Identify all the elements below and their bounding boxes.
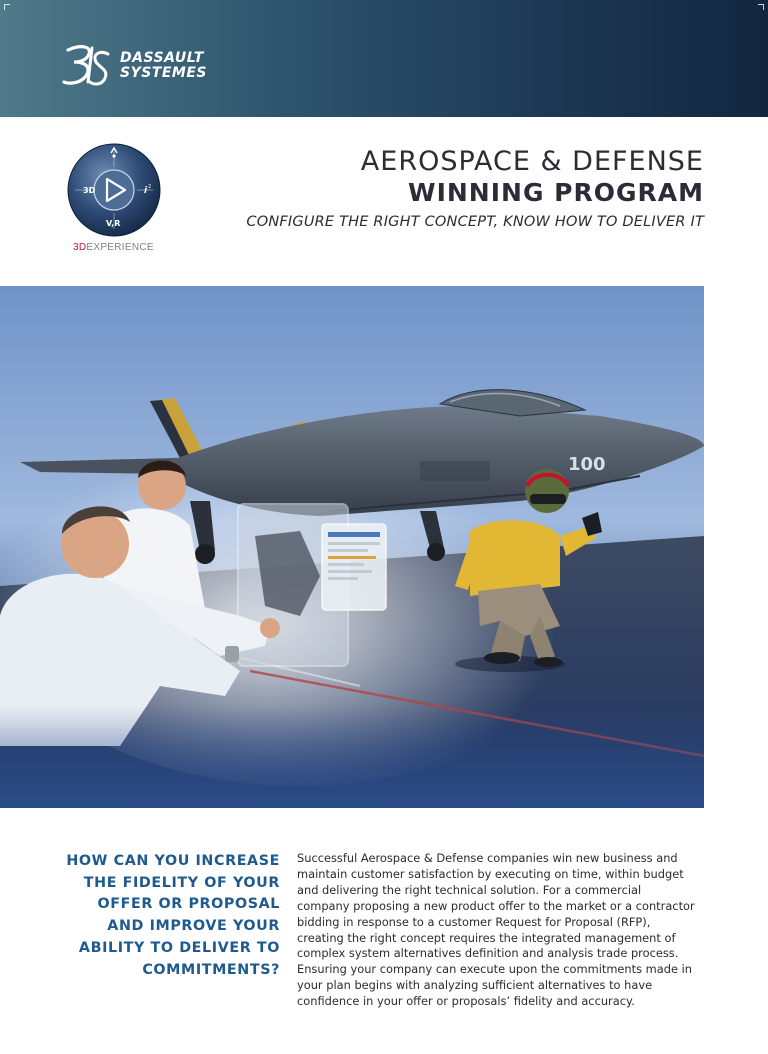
compass-i-label: i <box>144 186 148 196</box>
question-heading: HOW CAN YOU INCREASE THE FIDELITY OF YOUR OFFER OR PROPOSAL AND IMPROVE YOUR ABILITY TO DELIVER TO COMMITMENTS? <box>66 853 280 978</box>
ds-3ds-symbol-icon <box>62 42 112 88</box>
logo-line-2: SYSTEMES <box>120 65 207 81</box>
title-line-2: WINNING PROGRAM <box>408 178 704 207</box>
logo-line-1: DASSAULT <box>120 50 204 66</box>
title-line-1: AEROSPACE & DEFENSE <box>360 146 704 177</box>
crop-mark-top-left <box>4 4 10 10</box>
3dexperience-label-strong: 3D <box>73 242 87 253</box>
3dexperience-compass-icon <box>67 143 161 237</box>
hero-illustration <box>0 286 704 808</box>
hero-image <box>0 286 704 808</box>
jet-number: 100 <box>568 454 606 475</box>
3dexperience-label <box>73 242 154 253</box>
header-band <box>0 0 768 117</box>
ds-wordmark <box>120 51 207 81</box>
3dexperience-label-light: EXPERIENCE <box>86 242 154 253</box>
compass-i-superscript: 2 <box>148 184 152 190</box>
compass-vr-label: V,R <box>106 219 121 228</box>
compass-3d-label: 3D <box>83 186 96 195</box>
dassault-systemes-logo <box>62 42 222 88</box>
crop-mark-top-right <box>758 4 764 10</box>
title-subtitle: CONFIGURE THE RIGHT CONCEPT, KNOW HOW TO DELIVER IT <box>246 214 704 230</box>
title-block <box>246 146 704 233</box>
body-paragraph: Successful Aerospace & Defense companies win new business and maintain customer satisfaction by executing on time, within budget and delivering the right technical solution. For a commercial company proposing a new product offer to the market or a contractor bidding in response to a customer Request for Proposal (RFP), creating the right concept requires the integrated management of complex system alternatives definition and analysis trade process. Ensuring your company can execute upon the commitments made in your plan begins with analyzing sufficient alternatives to have confidence in your offer or proposals’ fidelity and accuracy. <box>297 851 695 1009</box>
